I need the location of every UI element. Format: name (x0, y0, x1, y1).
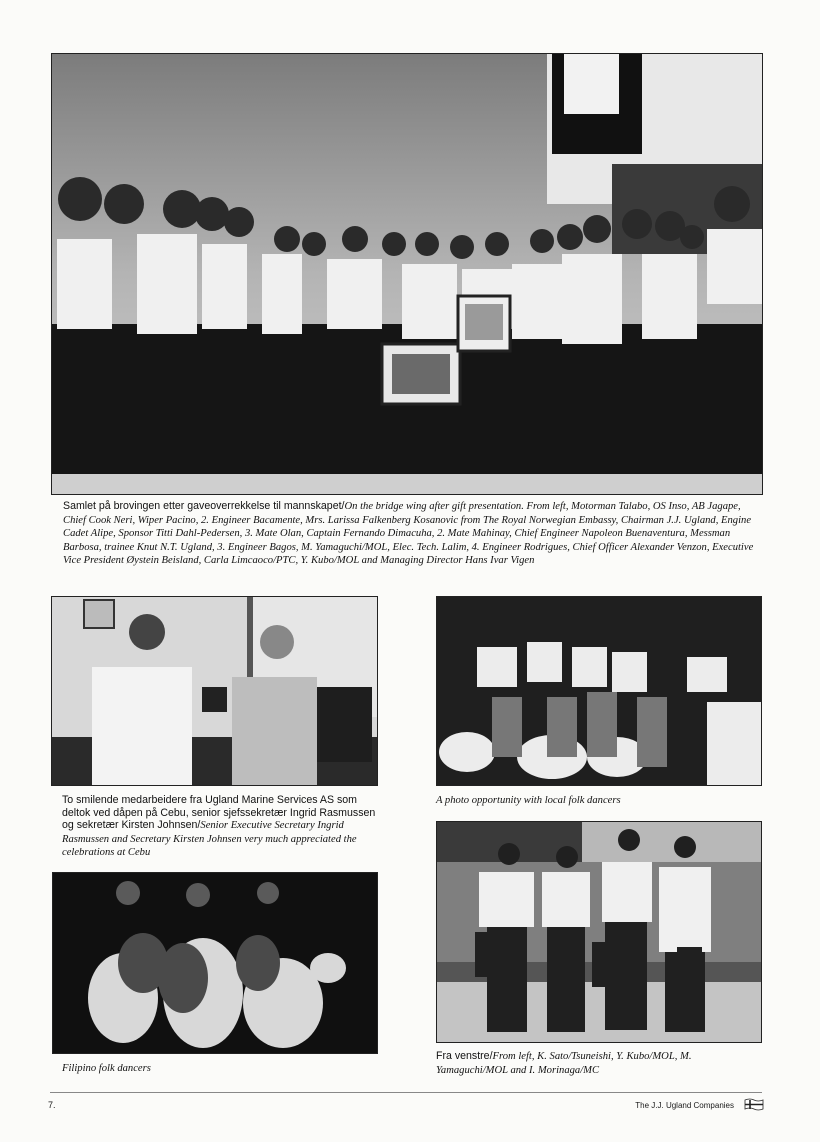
dancers-group-photo (436, 596, 762, 786)
caption-english: Filipino folk dancers (62, 1063, 151, 1074)
caption-english: Senior Executive Secretary Ingrid Rasmussen and Secretary Kirsten Johnsen very much appreciated the celebrations at Cebu (62, 820, 357, 859)
colleagues-photo (51, 596, 378, 786)
caption-norwegian: Fra venstre/ (436, 1050, 493, 1062)
footer-divider (50, 1092, 762, 1093)
main-photo-caption (63, 500, 755, 568)
company-flag-icon (744, 1098, 764, 1111)
colleagues-caption (62, 794, 380, 860)
caption-english: From left, K. Sato/Tsuneishi, Y. Kubo/MOL, M. Yamaguchi/MOL and I. Morinaga/MC (436, 1051, 692, 1076)
folk-dancers-photo-image (53, 873, 377, 1053)
folk-dancers-caption (62, 1062, 376, 1076)
four-men-photo-image (437, 822, 761, 1042)
dancers-group-caption (436, 794, 760, 808)
folk-dancers-photo (52, 872, 378, 1054)
footer-brand: The J.J. Ugland Companies (635, 1101, 734, 1110)
group-photo-bridge-wing (51, 53, 763, 495)
group-photo-image (52, 54, 762, 494)
caption-norwegian: To smilende medarbeidere fra Ugland Marine Services AS som deltok ved dåpen på Cebu, senior sjefssekretær Ingrid Rasmussen og sekretær Kirsten Johnsen/ (62, 794, 376, 832)
caption-english: A photo opportunity with local folk dancers (436, 795, 621, 806)
dancers-group-photo-image (437, 597, 761, 785)
four-men-photo (436, 821, 762, 1043)
page-number: 7. (48, 1100, 56, 1110)
caption-norwegian: Samlet på brovingen etter gaveoverrekkelse til mannskapet/ (63, 500, 345, 512)
four-men-caption (436, 1050, 760, 1077)
caption-english: On the bridge wing after gift presentation. From left, Motorman Talabo, OS Inso, AB Jagape, Chief Cook Neri, Wiper Pacino, 2. Engineer Bacamente, Mrs. Larissa Falkenberg Kosanovic from The Royal Norwegian Embassy, Chairman J.J. Ugland, Engine Cadet Alipe, Sponsor Titti Dahl-Pedersen, 3. Mate Olan, Captain Fernando Dimacuha, 2. Mate Mahinay, Chief Engineer Napoleon Buenaventura, Messman Barbosa, trainee Knut N.T. Ugland, 3. Engineer Bagos, M. Yamaguchi/MOL, Elec. Tech. Lalim, 4. Engineer Rodrigues, Chief Officer Alexander Venzon, Executive Vice President Øystein Beisland, Carla Limcaoco/PTC, Y. Kubo/MOL and Managing Director Hans Ivar Vigen (63, 501, 754, 567)
colleagues-photo-image (52, 597, 377, 785)
